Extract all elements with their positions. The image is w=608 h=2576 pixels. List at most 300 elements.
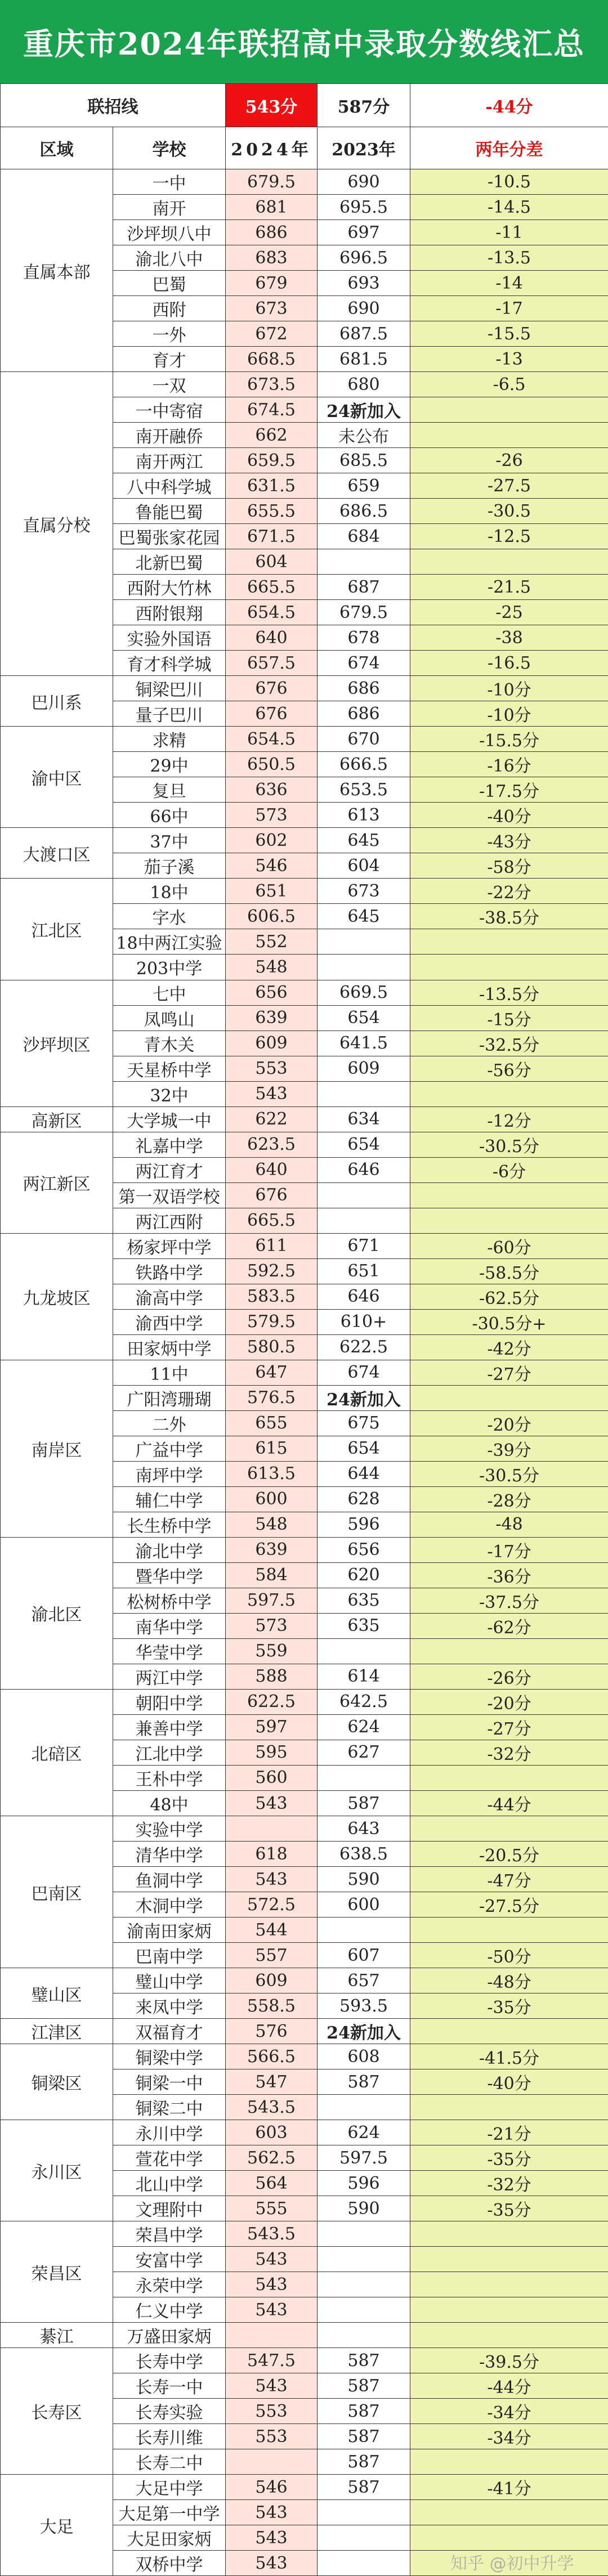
score-2024-cell: 543: [226, 2525, 318, 2551]
score-2023-cell: 670: [318, 727, 410, 752]
score-2024-cell: 583.5: [226, 1284, 318, 1309]
column-header-row: [1, 127, 608, 169]
score-2024-cell: 657.5: [226, 651, 318, 676]
school-cell: 求精: [113, 727, 226, 752]
score-2024-cell: [226, 2323, 318, 2348]
score-2023-cell: 600: [318, 1892, 410, 1918]
diff-cell: -30.5分: [410, 1461, 608, 1486]
score-2024-cell: 654.5: [226, 727, 318, 752]
diff-cell: [410, 2272, 608, 2297]
score-2023-cell: [318, 2221, 410, 2247]
score-2024-cell: 631.5: [226, 473, 318, 499]
score-2024-cell: 584: [226, 1562, 318, 1588]
diff-cell: -62分: [410, 1613, 608, 1638]
school-cell: 沙坪坝八中: [113, 220, 226, 245]
score-2023-cell: 587: [318, 1791, 410, 1816]
diff-cell: -42分: [410, 1334, 608, 1360]
diff-cell: -48分: [410, 1968, 608, 1993]
score-2023-cell: 687: [318, 575, 410, 600]
score-2024-cell: 676: [226, 676, 318, 701]
school-cell: 37中: [113, 828, 226, 853]
score-2023-cell: 638.5: [318, 1842, 410, 1867]
score-2023-cell: 620: [318, 1562, 410, 1588]
school-cell: 铁路中学: [113, 1258, 226, 1284]
school-cell: 32中: [113, 1081, 226, 1106]
diff-cell: [410, 1638, 608, 1664]
school-cell: 长寿一中: [113, 2373, 226, 2399]
diff-cell: -58分: [410, 853, 608, 879]
score-2024-cell: 604: [226, 549, 318, 575]
school-cell: 广益中学: [113, 1436, 226, 1461]
diff-cell: -62.5分: [410, 1284, 608, 1309]
school-cell: 西附大竹林: [113, 575, 226, 600]
score-2024-cell: 622.5: [226, 1689, 318, 1714]
score-2023-cell: 624: [318, 1714, 410, 1740]
diff-cell: [410, 2095, 608, 2120]
school-cell: 两江西附: [113, 1208, 226, 1233]
school-cell: 北山中学: [113, 2171, 226, 2196]
school-cell: 南开融侨: [113, 423, 226, 448]
district-cell: 沙坪坝区: [1, 980, 113, 1106]
school-cell: 田家炳中学: [113, 1334, 226, 1360]
score-2024-cell: 679: [226, 271, 318, 296]
score-2024-cell: 606.5: [226, 904, 318, 929]
school-cell: 北新巴蜀: [113, 549, 226, 575]
diff-cell: [410, 423, 608, 448]
diff-cell: -14.5: [410, 195, 608, 220]
school-cell: 两江育才: [113, 1157, 226, 1182]
score-2024-cell: 674.5: [226, 397, 318, 423]
score-2024-cell: 553: [226, 2399, 318, 2424]
diff-cell: -6分: [410, 1157, 608, 1182]
school-cell: 朝阳中学: [113, 1689, 226, 1714]
score-2023-cell: 646: [318, 1284, 410, 1309]
school-cell: 荣昌中学: [113, 2221, 226, 2247]
diff-cell: -32分: [410, 2171, 608, 2196]
school-cell: 一双: [113, 372, 226, 397]
school-cell: 文理附中: [113, 2196, 226, 2221]
diff-cell: -26: [410, 448, 608, 473]
score-2023-cell: 590: [318, 1867, 410, 1892]
school-cell: 铜梁二中: [113, 2095, 226, 2120]
score-2023-cell: 690: [318, 296, 410, 321]
diff-cell: -56分: [410, 1056, 608, 1081]
school-cell: 萱花中学: [113, 2145, 226, 2171]
score-2024-cell: 546: [226, 853, 318, 879]
score-2024-cell: 655: [226, 1410, 318, 1436]
diff-cell: -20.5分: [410, 1842, 608, 1867]
score-2023-cell: 607: [318, 1943, 410, 1968]
school-cell: 天星桥中学: [113, 1056, 226, 1081]
score-2023-cell: 680: [318, 372, 410, 397]
score-2023-cell: [318, 2297, 410, 2323]
school-cell: 二外: [113, 1410, 226, 1436]
score-2024-cell: 560: [226, 1765, 318, 1790]
score-2024-cell: 564: [226, 2171, 318, 2196]
col-district-header: 区域: [1, 127, 113, 169]
school-cell: 巴蜀张家花园: [113, 524, 226, 549]
diff-cell: -20分: [410, 1689, 608, 1714]
diff-cell: -15分: [410, 1005, 608, 1031]
school-cell: 复旦: [113, 777, 226, 803]
score-2024-cell: 683: [226, 245, 318, 271]
score-2024-cell: 673.5: [226, 372, 318, 397]
diff-cell: [410, 955, 608, 980]
score-2023-cell: 610+: [318, 1309, 410, 1334]
score-2024-cell: 651: [226, 879, 318, 904]
table-row: [1, 1689, 608, 1714]
table-row: [1, 980, 608, 1005]
score-2023-cell: [318, 2500, 410, 2525]
school-cell: 鱼洞中学: [113, 1867, 226, 1892]
score-2024-cell: 544: [226, 1918, 318, 1943]
diff-cell: -34分: [410, 2424, 608, 2449]
school-cell: 南坪中学: [113, 1461, 226, 1486]
score-2023-cell: 622.5: [318, 1334, 410, 1360]
school-cell: 双桥中学: [113, 2551, 226, 2576]
diff-cell: -30.5: [410, 499, 608, 524]
school-cell: 茄子溪: [113, 853, 226, 879]
district-cell: 渝北区: [1, 1537, 113, 1689]
diff-cell: -39分: [410, 1436, 608, 1461]
score-2024-cell: 543: [226, 2297, 318, 2323]
score-2024-cell: 592.5: [226, 1258, 318, 1284]
score-2023-cell: [318, 2323, 410, 2348]
diff-cell: [410, 1816, 608, 1842]
school-cell: 量子巴川: [113, 701, 226, 727]
score-2023-cell: 696.5: [318, 245, 410, 271]
school-cell: 暨华中学: [113, 1562, 226, 1588]
school-cell: 王朴中学: [113, 1765, 226, 1790]
score-2023-cell: 695.5: [318, 195, 410, 220]
score-2024-cell: 622: [226, 1106, 318, 1132]
table-row: [1, 828, 608, 853]
score-2024-cell: 573: [226, 803, 318, 828]
school-cell: 松树桥中学: [113, 1588, 226, 1613]
diff-cell: -27.5分: [410, 1892, 608, 1918]
school-cell: 南开: [113, 195, 226, 220]
score-2023-cell: [318, 1918, 410, 1943]
score-2024-cell: 615: [226, 1436, 318, 1461]
school-cell: 大足第一中学: [113, 2500, 226, 2525]
score-2024-cell: 543: [226, 2373, 318, 2399]
diff-cell: -27分: [410, 1360, 608, 1385]
diff-cell: -40分: [410, 2069, 608, 2095]
score-2023-cell: 671: [318, 1233, 410, 1258]
table-row: [1, 169, 608, 195]
diff-cell: -41.5分: [410, 2044, 608, 2069]
score-2023-cell: 597.5: [318, 2145, 410, 2171]
diff-cell: -14: [410, 271, 608, 296]
score-2024-cell: 543: [226, 1081, 318, 1106]
school-cell: 长寿实验: [113, 2399, 226, 2424]
diff-cell: -32分: [410, 1740, 608, 1765]
score-2023-cell: [318, 929, 410, 955]
diff-cell: [410, 2525, 608, 2551]
diff-cell: -17.5分: [410, 777, 608, 803]
score-2024-cell: 681: [226, 195, 318, 220]
diff-cell: [410, 1182, 608, 1208]
page-title: 重庆市2024年联招高中录取分数线汇总: [0, 0, 608, 83]
diff-cell: -39.5分: [410, 2348, 608, 2373]
school-cell: 渝北八中: [113, 245, 226, 271]
school-cell: 29中: [113, 752, 226, 777]
diff-cell: [410, 2449, 608, 2475]
score-2023-cell: [318, 1208, 410, 1233]
score-2023-cell: [318, 1765, 410, 1790]
score-2023-cell: 686: [318, 701, 410, 727]
district-cell: 大足: [1, 2475, 113, 2576]
diff-cell: -27分: [410, 1714, 608, 1740]
diff-cell: -35分: [410, 2145, 608, 2171]
score-2024-cell: 654.5: [226, 600, 318, 625]
school-cell: 七中: [113, 980, 226, 1005]
diff-cell: -38: [410, 625, 608, 651]
school-cell: 大学城一中: [113, 1106, 226, 1132]
district-cell: 綦江: [1, 2323, 113, 2348]
district-cell: 巴南区: [1, 1816, 113, 1968]
diff-cell: -44分: [410, 1791, 608, 1816]
score-2024-cell: 613.5: [226, 1461, 318, 1486]
score-2023-cell: 645: [318, 904, 410, 929]
score-2023-cell: 666.5: [318, 752, 410, 777]
diff-cell: -26分: [410, 1664, 608, 1689]
score-2024-cell: 647: [226, 1360, 318, 1385]
school-cell: 一中寄宿: [113, 397, 226, 423]
school-cell: 一中: [113, 169, 226, 195]
score-2023-cell: 24新加入: [318, 2019, 410, 2044]
score-2023-cell: 644: [318, 1461, 410, 1486]
diff-cell: -43分: [410, 828, 608, 853]
admission-line-row: [1, 84, 608, 127]
score-2023-cell: [318, 2551, 410, 2576]
col-school-header: 学校: [113, 127, 226, 169]
district-cell: 大渡口区: [1, 828, 113, 879]
district-cell: 直属分校: [1, 372, 113, 676]
score-2023-cell: [318, 2525, 410, 2551]
score-2023-cell: [318, 1182, 410, 1208]
score-2024-cell: 665.5: [226, 1208, 318, 1233]
school-cell: 大足中学: [113, 2475, 226, 2500]
table-row: [1, 1816, 608, 1842]
score-2024-cell: 600: [226, 1486, 318, 1512]
score-2023-cell: 657: [318, 1968, 410, 1993]
school-cell: 西附银翔: [113, 600, 226, 625]
score-2023-cell: 684: [318, 524, 410, 549]
diff-cell: -21.5: [410, 575, 608, 600]
score-2023-cell: 659: [318, 473, 410, 499]
score-2024-cell: 552: [226, 929, 318, 955]
score-2023-cell: 627: [318, 1740, 410, 1765]
score-2024-cell: 546: [226, 2475, 318, 2500]
school-cell: 11中: [113, 1360, 226, 1385]
score-2023-cell: 669.5: [318, 980, 410, 1005]
diff-cell: [410, 1765, 608, 1790]
diff-cell: -10.5: [410, 169, 608, 195]
score-2023-cell: 690: [318, 169, 410, 195]
diff-cell: -40分: [410, 803, 608, 828]
diff-cell: -22分: [410, 879, 608, 904]
diff-cell: [410, 2297, 608, 2323]
score-2024-cell: 665.5: [226, 575, 318, 600]
school-cell: 一外: [113, 321, 226, 347]
school-cell: 八中科学城: [113, 473, 226, 499]
school-cell: 48中: [113, 1791, 226, 1816]
score-2024-cell: 673: [226, 296, 318, 321]
score-2023-cell: [318, 2272, 410, 2297]
score-2023-cell: 653.5: [318, 777, 410, 803]
score-2024-cell: 597.5: [226, 1588, 318, 1613]
diff-cell: -17: [410, 296, 608, 321]
score-2023-cell: 651: [318, 1258, 410, 1284]
score-2023-cell: 686.5: [318, 499, 410, 524]
school-cell: 江北中学: [113, 1740, 226, 1765]
diff-cell: -37.5分: [410, 1588, 608, 1613]
score-2024-cell: 572.5: [226, 1892, 318, 1918]
school-cell: 203中学: [113, 955, 226, 980]
score-2023-cell: 654: [318, 1005, 410, 1031]
score-2024-cell: 671.5: [226, 524, 318, 549]
score-2023-cell: 686: [318, 676, 410, 701]
school-cell: 安富中学: [113, 2247, 226, 2272]
score-2024-cell: 659.5: [226, 448, 318, 473]
diff-cell: -36分: [410, 1562, 608, 1588]
score-2023-cell: [318, 955, 410, 980]
score-2024-cell: 656: [226, 980, 318, 1005]
score-2024-cell: [226, 1816, 318, 1842]
district-cell: 两江新区: [1, 1132, 113, 1233]
diff-cell: -16.5: [410, 651, 608, 676]
district-cell: 荣昌区: [1, 2221, 113, 2323]
score-2023-cell: 635: [318, 1613, 410, 1638]
table-row: [1, 1968, 608, 1993]
school-cell: 铜梁巴川: [113, 676, 226, 701]
school-cell: 巴南中学: [113, 1943, 226, 1968]
score-2024-cell: 609: [226, 1031, 318, 1056]
district-cell: 巴川系: [1, 676, 113, 727]
score-2024-cell: 548: [226, 1512, 318, 1537]
diff-cell: -13.5分: [410, 980, 608, 1005]
table-row: [1, 1360, 608, 1385]
score-2023-cell: [318, 2247, 410, 2272]
table-row: [1, 2475, 608, 2500]
school-cell: 长寿中学: [113, 2348, 226, 2373]
district-cell: 高新区: [1, 1106, 113, 1132]
school-cell: 铜梁中学: [113, 2044, 226, 2069]
district-cell: 永川区: [1, 2120, 113, 2221]
diff-cell: -44分: [410, 2373, 608, 2399]
table-row: [1, 1233, 608, 1258]
score-2024-cell: 562.5: [226, 2145, 318, 2171]
diff-cell: -13.5: [410, 245, 608, 271]
school-cell: 渝高中学: [113, 1284, 226, 1309]
score-2024-cell: 547.5: [226, 2348, 318, 2373]
school-cell: 南开两江: [113, 448, 226, 473]
score-2024-cell: 576: [226, 2019, 318, 2044]
school-cell: 青木关: [113, 1031, 226, 1056]
table-row: [1, 2348, 608, 2373]
score-2023-cell: 656: [318, 1537, 410, 1562]
score-2024-cell: 595: [226, 1740, 318, 1765]
score-2024-cell: 668.5: [226, 347, 318, 372]
score-2024-cell: 676: [226, 1182, 318, 1208]
score-2023-cell: 642.5: [318, 1689, 410, 1714]
score-2024-cell: 566.5: [226, 2044, 318, 2069]
district-cell: 南岸区: [1, 1360, 113, 1537]
watermark: 知乎 @初中升学: [450, 2550, 574, 2574]
school-cell: 来凤中学: [113, 1993, 226, 2019]
district-cell: 江津区: [1, 2019, 113, 2044]
score-2024-cell: 639: [226, 1537, 318, 1562]
diff-cell: -58.5分: [410, 1258, 608, 1284]
score-2023-cell: 未公布: [318, 423, 410, 448]
school-cell: 璧山中学: [113, 1968, 226, 1993]
school-cell: 长寿二中: [113, 2449, 226, 2475]
score-2023-cell: 613: [318, 803, 410, 828]
score-2023-cell: 590: [318, 2196, 410, 2221]
diff-cell: -41分: [410, 2475, 608, 2500]
school-cell: 辅仁中学: [113, 1486, 226, 1512]
score-2024-cell: 686: [226, 220, 318, 245]
table-row: [1, 2019, 608, 2044]
district-cell: 渝中区: [1, 727, 113, 828]
score-2024-cell: 543: [226, 2500, 318, 2525]
school-cell: 大足田家炳: [113, 2525, 226, 2551]
score-2024-cell: 650.5: [226, 752, 318, 777]
school-cell: 礼嘉中学: [113, 1132, 226, 1157]
score-2023-cell: 587: [318, 2475, 410, 2500]
score-2023-cell: 596: [318, 2171, 410, 2196]
score-2023-cell: 687.5: [318, 321, 410, 347]
school-cell: 清华中学: [113, 1842, 226, 1867]
score-2024-cell: 548: [226, 955, 318, 980]
diff-cell: -17分: [410, 1537, 608, 1562]
table-row: [1, 2044, 608, 2069]
score-2024-cell: 609: [226, 1968, 318, 1993]
diff-cell: -12分: [410, 1106, 608, 1132]
score-2023-cell: 587: [318, 2449, 410, 2475]
diff-cell: -50分: [410, 1943, 608, 1968]
school-cell: 巴蜀: [113, 271, 226, 296]
school-cell: 鲁能巴蜀: [113, 499, 226, 524]
score-2024-cell: 580.5: [226, 1334, 318, 1360]
score-2024-cell: 543.5: [226, 2221, 318, 2247]
score-2023-cell: 614: [318, 1664, 410, 1689]
diff-cell: [410, 2500, 608, 2525]
diff-cell: [410, 549, 608, 575]
score-2024-cell: 597: [226, 1714, 318, 1740]
score-2024-cell: 553: [226, 1056, 318, 1081]
score-2024-cell: 602: [226, 828, 318, 853]
diff-cell: -12.5: [410, 524, 608, 549]
district-cell: 北碚区: [1, 1689, 113, 1816]
score-2023-cell: 643: [318, 1816, 410, 1842]
table-row: [1, 372, 608, 397]
score-2023-cell: [318, 549, 410, 575]
diff-cell: -27.5: [410, 473, 608, 499]
school-cell: 长生桥中学: [113, 1512, 226, 1537]
table-row: [1, 676, 608, 701]
col-2024-header: 2024年: [226, 127, 318, 169]
diff-cell: -6.5: [410, 372, 608, 397]
score-2023-cell: 628: [318, 1486, 410, 1512]
table-row: [1, 727, 608, 752]
school-cell: 华莹中学: [113, 1638, 226, 1664]
diff-cell: -25: [410, 600, 608, 625]
score-2023-cell: 624: [318, 2120, 410, 2145]
diff-cell: -60分: [410, 1233, 608, 1258]
table-row: [1, 2221, 608, 2247]
